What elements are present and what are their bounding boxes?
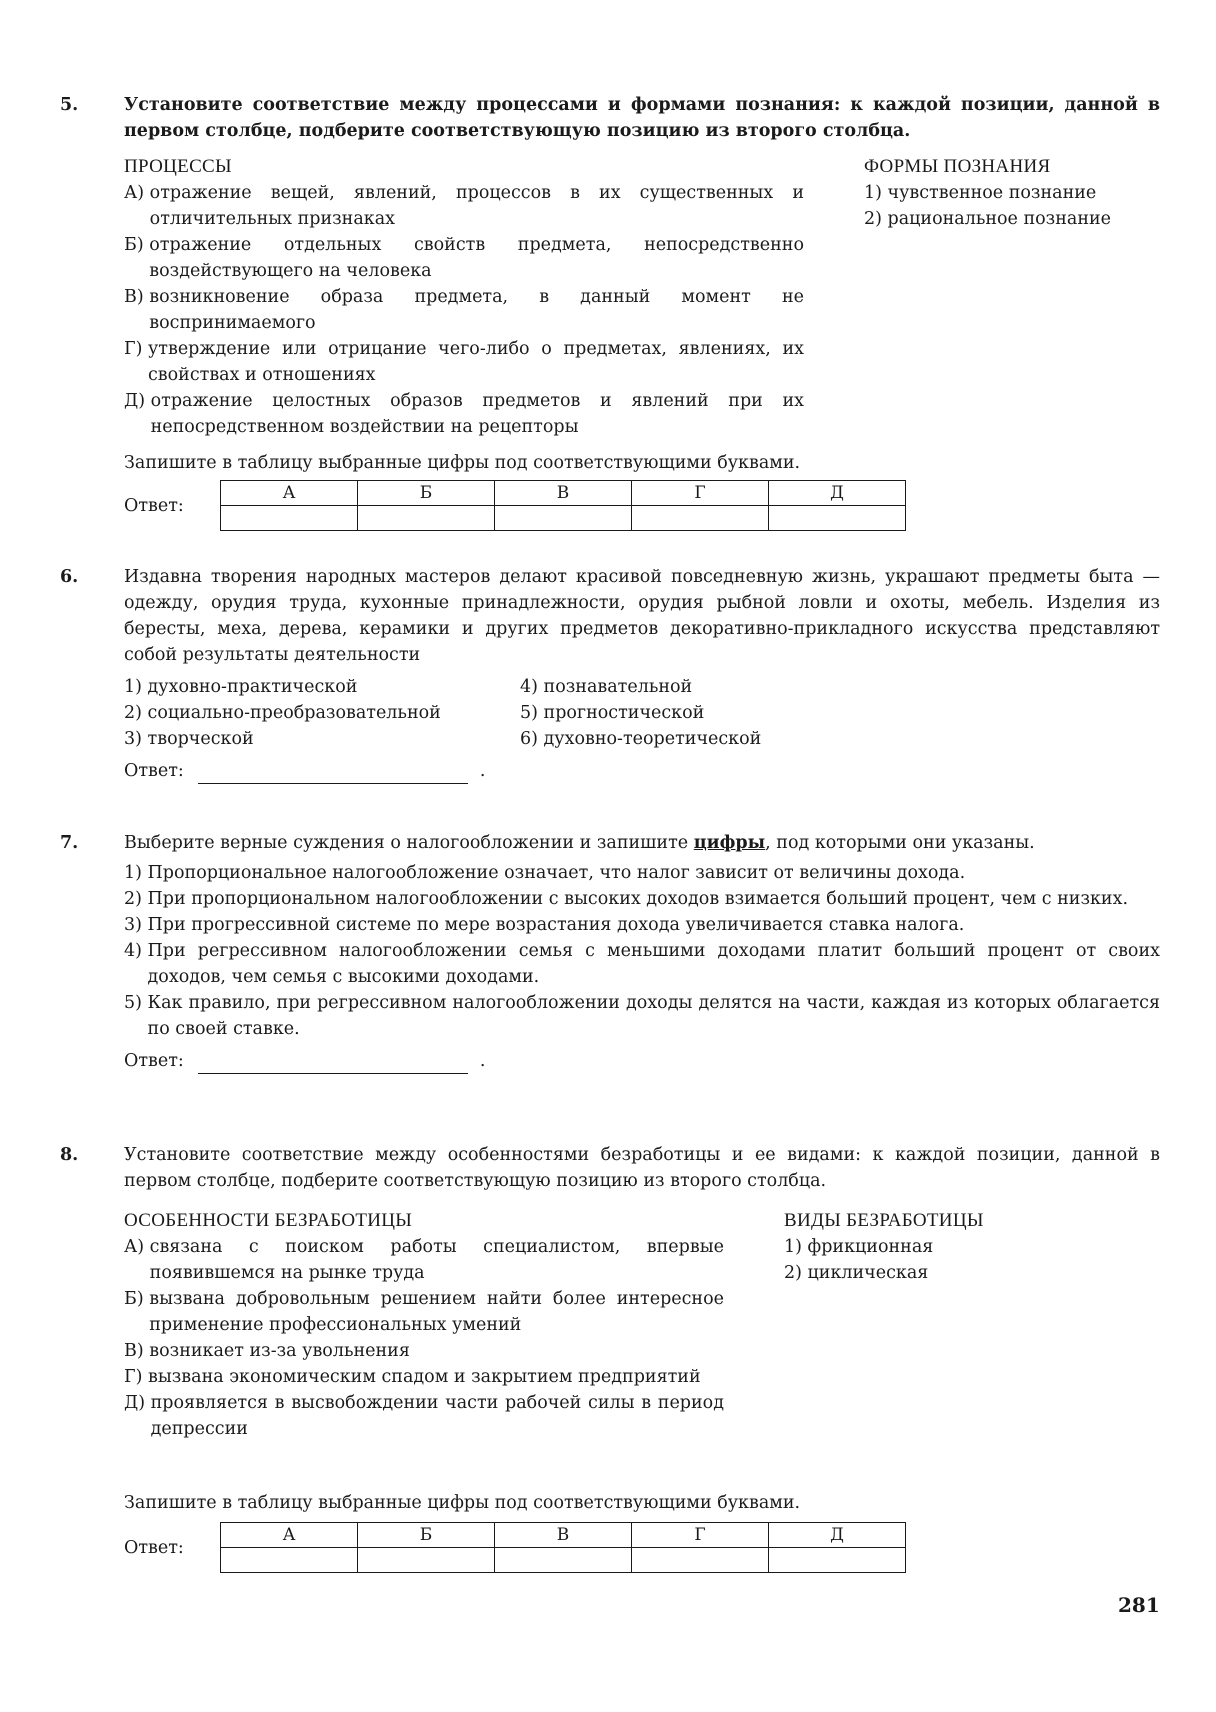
answer-input[interactable]	[198, 1053, 468, 1074]
answer-cell[interactable]	[358, 506, 495, 531]
list-item: Г) вызвана экономическим спадом и закрытием предприятий	[124, 1367, 701, 1387]
answer-cell[interactable]	[221, 506, 358, 531]
table-header: А	[221, 1523, 358, 1548]
task-7	[60, 830, 1160, 1110]
list-item: 2) социально-преобразовательной	[124, 703, 441, 723]
column-title: ПРОЦЕССЫ	[124, 156, 232, 177]
left-column	[124, 154, 804, 440]
instruction: Запишите в таблицу выбранные цифры под соответствующими буквами.	[124, 453, 801, 473]
options-grid	[124, 674, 1160, 752]
answer-cell[interactable]	[495, 1548, 632, 1573]
task-intro: Установите соответствие между особенностями безработицы и ее видами: к каждой позиции, данной в первом столбце, подберите соответствующую позицию из второго столбца.	[124, 1145, 1160, 1191]
list-item: Б) вызвана добровольным решением найти более интересное применение профессиональных умений	[124, 1289, 724, 1335]
table-header: Г	[632, 481, 769, 506]
list-item: 1) духовно-практической	[124, 677, 358, 697]
table-header: Д	[769, 1523, 906, 1548]
list-item: 4) При регрессивном налогообложении семья с меньшими доходами платит больший процент от своих доходов, чем семья с высокими доходами.	[124, 941, 1160, 987]
table-header: Г	[632, 1523, 769, 1548]
answer-table	[220, 1522, 906, 1573]
table-header: В	[495, 481, 632, 506]
answer-cell[interactable]	[632, 1548, 769, 1573]
list-item: Д) отражение целостных образов предметов и явлений при их непосредственном воздействии на рецепторы	[124, 391, 804, 437]
task-number: 6.	[60, 567, 79, 587]
column-title: ВИДЫ БЕЗРАБОТИЦЫ	[784, 1210, 984, 1231]
task-intro: Выберите верные суждения о налогообложении и запишите цифры, под которыми они указаны.	[124, 833, 1035, 853]
list-item: 6) духовно-теоретической	[520, 729, 762, 749]
right-column	[784, 1208, 1144, 1286]
answer-cell[interactable]	[769, 1548, 906, 1573]
answer-dot: .	[479, 761, 486, 781]
emphasized-word: цифры	[693, 833, 766, 853]
answer-block	[124, 480, 906, 531]
answer-table	[220, 480, 906, 531]
list-item: 4) познавательной	[520, 677, 693, 697]
table-header: Б	[358, 1523, 495, 1548]
task-number: 8.	[60, 1145, 79, 1165]
list-item: Д) проявляется в высвобождении части рабочей силы в период депрессии	[124, 1393, 724, 1439]
page-number: 281	[1118, 1593, 1160, 1617]
task-intro: Издавна творения народных мастеров делают красивой повседневную жизнь, украшают предметы быта — одежду, орудия труда, кухонные принадлежности, орудия рыбной ловли и охоты, мебель. Изделия из бересты, меха, дерева, керамики и других предметов декоративно-прикладного искусства представляют собой результаты деятельности	[124, 567, 1160, 665]
list-item: 5) прогностической	[520, 703, 705, 723]
answer-label: Ответ:	[124, 1537, 184, 1558]
answer-cell[interactable]	[358, 1548, 495, 1573]
list-item: 5) Как правило, при регрессивном налогообложении доходы делятся на части, каждая из которых облагается по своей ставке.	[124, 993, 1160, 1039]
instruction: Запишите в таблицу выбранные цифры под соответствующими буквами.	[124, 1493, 801, 1513]
list-item: 1) фрикционная	[784, 1237, 934, 1257]
answer-cell[interactable]	[221, 1548, 358, 1573]
list-item: 2) рациональное познание	[864, 209, 1112, 229]
answer-block	[124, 1522, 906, 1573]
answer-label: Ответ:	[124, 761, 184, 781]
answer-cell[interactable]	[495, 506, 632, 531]
column-title: ОСОБЕННОСТИ БЕЗРАБОТИЦЫ	[124, 1210, 413, 1231]
answer-block	[124, 1048, 1160, 1074]
table-header: Б	[358, 481, 495, 506]
list-item: 2) циклическая	[784, 1263, 929, 1283]
table-header: В	[495, 1523, 632, 1548]
answer-input[interactable]	[198, 763, 468, 784]
task-number: 5.	[60, 95, 79, 115]
right-column	[864, 154, 1164, 232]
list-item: В) возникает из-за увольнения	[124, 1341, 410, 1361]
answer-cell[interactable]	[769, 506, 906, 531]
answer-cell[interactable]	[632, 506, 769, 531]
table-header: А	[221, 481, 358, 506]
options-list	[124, 860, 1160, 1042]
list-item: В) возникновение образа предмета, в данный момент не воспринимаемого	[124, 287, 804, 333]
table-header: Д	[769, 481, 906, 506]
list-item: 2) При пропорциональном налогообложении с высоких доходов взимается больший процент, чем с низких.	[124, 889, 1129, 909]
list-item: А) отражение вещей, явлений, процессов в их существенных и отличительных признаках	[124, 183, 804, 229]
task-5	[60, 92, 1160, 542]
list-item: 1) чувственное познание	[864, 183, 1097, 203]
left-column	[124, 1208, 724, 1442]
answer-block	[124, 758, 1160, 784]
list-item: 3) творческой	[124, 729, 254, 749]
answer-dot: .	[479, 1051, 486, 1071]
column-title: ФОРМЫ ПОЗНАНИЯ	[864, 156, 1051, 177]
task-6	[60, 564, 1160, 794]
list-item: 3) При прогрессивной системе по мере возрастания дохода увеличивается ставка налога.	[124, 915, 965, 935]
task-intro: Установите соответствие между процессами и формами познания: к каждой позиции, данной в первом столбце, подберите соответствующую позицию из второго столбца.	[124, 95, 1160, 141]
task-number: 7.	[60, 833, 79, 853]
task-8	[60, 1142, 1160, 1602]
answer-label: Ответ:	[124, 1051, 184, 1071]
list-item: А) связана с поиском работы специалистом, впервые появившемся на рынке труда	[124, 1237, 724, 1283]
answer-label: Ответ:	[124, 495, 184, 516]
list-item: Г) утверждение или отрицание чего-либо о предметах, явлениях, их свойствах и отношениях	[124, 339, 804, 385]
list-item: Б) отражение отдельных свойств предмета, непосредственно воздействующего на человека	[124, 235, 804, 281]
list-item: 1) Пропорциональное налогообложение означает, что налог зависит от величины дохода.	[124, 863, 966, 883]
